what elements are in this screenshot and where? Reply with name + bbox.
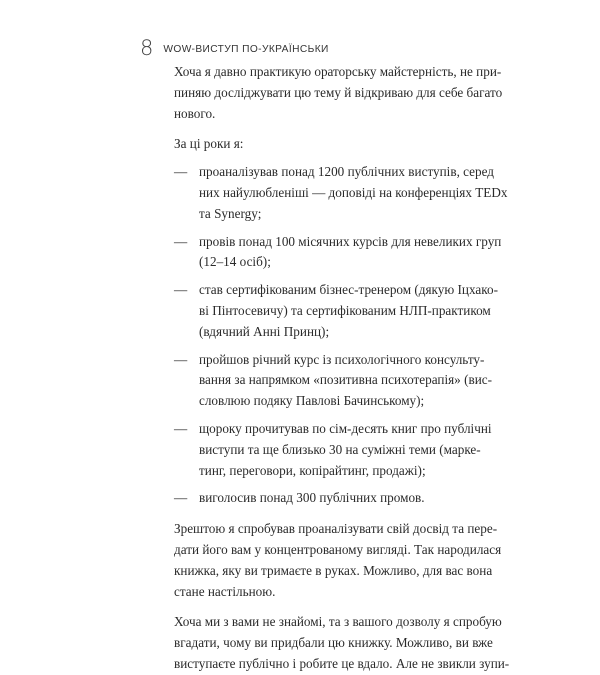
text-line: нового.	[174, 105, 216, 121]
text-line: ві Пінтосевичу) та сертифікованим НЛП-практиком	[199, 302, 491, 318]
text-line: (вдячний Анні Принц);	[199, 323, 330, 339]
text-line: стане настільною.	[174, 583, 276, 599]
paragraph	[174, 612, 510, 674]
text-line: виступаєте публічно і робите це вдало. Але не звикли зупи-	[174, 655, 510, 671]
text-line: них найулюбленіші — доповіді на конференціях TEDx	[199, 184, 508, 200]
page-header	[140, 36, 329, 60]
list-item	[174, 350, 494, 412]
body-text	[174, 62, 510, 675]
text-line: пиняю досліджувати цю тему й відкриваю для себе багато	[174, 84, 503, 100]
text-line: виступи та ще близько 30 на суміжні теми (марке-	[199, 441, 481, 457]
text-line: вгадати, чому ви придбали цю книжку. Можливо, ви вже	[174, 635, 493, 651]
list-item	[174, 419, 494, 481]
text-line: пройшов річний курс із психологічного консульту-	[199, 351, 485, 367]
list-item	[174, 162, 508, 224]
text-line: проаналізував понад 1200 публічних виступів, серед	[199, 164, 495, 180]
dash-marker: —	[174, 490, 188, 506]
text-line: Хоча ми з вами не знайомі, та з вашого дозволу я спробую	[174, 614, 502, 630]
page-number: 8	[140, 36, 154, 60]
text-line: щороку прочитував по сім-десять книг про публічні	[199, 420, 492, 436]
text-line: тинг, переговори, копірайтинг, продажі);	[199, 462, 426, 478]
running-title: WOW-ВИСТУП ПО-УКРАЇНСЬКИ	[163, 44, 329, 55]
list-item	[174, 488, 494, 509]
dash-marker: —	[174, 351, 188, 367]
dash-marker: —	[174, 282, 188, 298]
text-line: книжка, яку ви тримаєте в руках. Можливо, для вас вона	[174, 562, 493, 578]
text-line: провів понад 100 місячних курсів для невеликих груп	[199, 233, 502, 249]
text-line: та Synergy;	[199, 205, 262, 221]
dash-marker: —	[174, 420, 188, 436]
dash-marker: —	[174, 233, 188, 249]
paragraph	[174, 519, 502, 602]
text-line: виголосив понад 300 публічних промов.	[199, 490, 425, 506]
text-line: дати його вам у концентрованому вигляді. Так народилася	[174, 541, 502, 557]
dash-marker: —	[174, 164, 188, 180]
text-line: Зрештою я спробував проаналізувати свій досвід та пере-	[174, 521, 498, 537]
text-line: (12–14 осіб);	[199, 254, 271, 270]
list-item	[174, 280, 498, 342]
text-line: Хоча я давно практикую ораторську майстерність, не при-	[174, 64, 502, 79]
list-item	[174, 232, 502, 274]
bullet-list	[174, 162, 508, 509]
lead-in-line: За ці роки я:	[174, 136, 244, 152]
text-line: став сертифікованим бізнес-тренером (дякую Іцхако-	[199, 282, 498, 298]
text-line: вання за напрямком «позитивна психотерапія» (вис-	[199, 372, 492, 388]
intro-paragraph	[174, 62, 503, 124]
text-line: словлюю подяку Павлові Бачинському);	[199, 393, 425, 409]
